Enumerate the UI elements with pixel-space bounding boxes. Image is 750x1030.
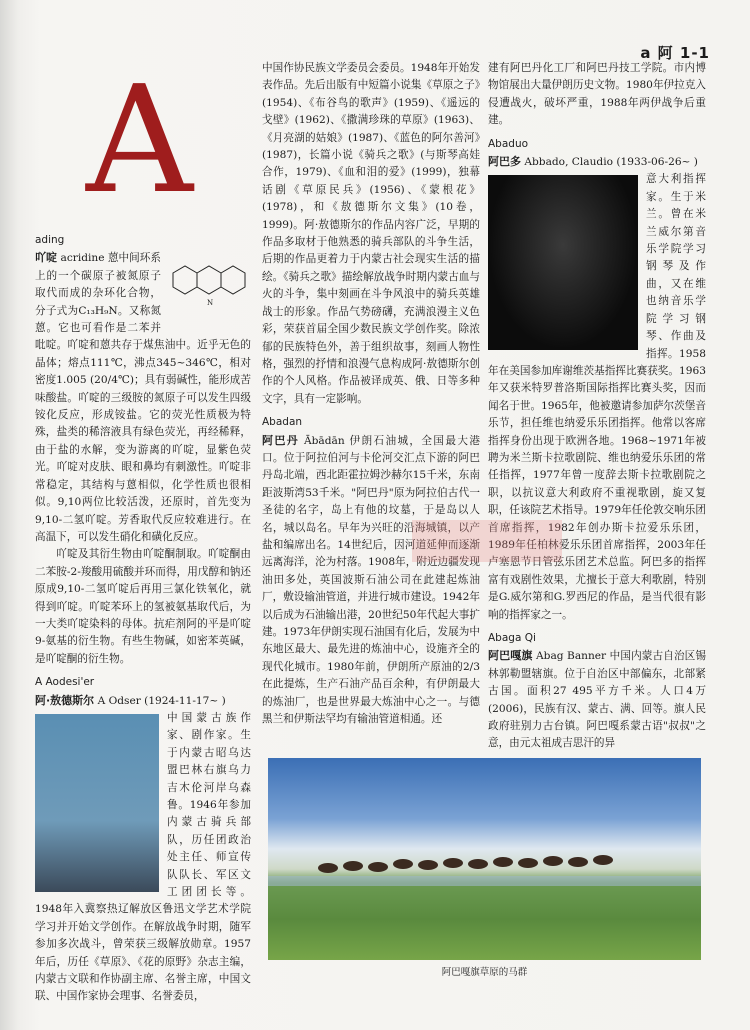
entry-latin: Abag Banner	[536, 650, 607, 663]
entry-pinyin: Abaga Qi	[488, 632, 536, 644]
entry-pinyin: Abadan	[262, 416, 303, 429]
entry-body: 蒽中间环系上的一个碳原子被氮原子取代而成的杂环化合物，分子式为C₁₃H₉N。又称氮蒽。它也可看作是二苯并吡啶。吖啶和蒽共存于煤焦油中。近乎无色的晶体；熔点111℃，沸点345~346℃，相对密度1.005 (20/4℃)；具有弱碱性，能形成苦味酸盐。吖啶的三级胺的氮原子可以发生四级铵化反应，形成铵盐。它的荧光性质极为特殊，盐类的稀溶液具有绿色荧光，再经稀释，由于盐的水解，变为游离的吖啶，显紫色荧光。吖啶对皮肤、眼和鼻均有刺激性。吖啶非常稳定，其结构与蒽相似，化学性质也很相似。9,10两位比较活泼，还原时，首先变为9,10-二氢吖啶。芳香取代反应较难进行。在高温下，可以发生硝化和磺化反应。	[35, 252, 251, 543]
entry-pinyin: A Aodesi'er	[35, 676, 95, 689]
entry-body: 意大利指挥家。生于米兰。曾在米兰威尔第音乐学院学习钢琴及作曲，又在维也纳音乐学院学习钢琴、作曲及指挥。1958年在美国参加库谢维茨基指挥比赛获奖。1963年又获米特罗普洛斯国际指挥比赛头奖，因而闻名于世。1965年，他被邀请参加萨尔茨堡音乐节，担任维也纳爱乐乐团指挥。他常以客席指挥身份出现于欧洲各地。1968~1971年被聘为米兰斯卡拉歌剧院、维也纳爱乐乐团的常任指挥，1977年曾一度辞去斯卡拉歌剧院之职，以抗议意大利政府不重视歌剧，旋又复职，任该院艺术指导。1979年任伦敦交响乐团首席指挥，1982年创办斯卡拉爱乐乐团，1989年任柏林爱乐乐团首席指挥，2003年任卢塞恩节日管弦乐团艺术总监。阿巴多的指挥富有戏剧性效果，尤擅长于意大利歌剧，特别是G.威尔第和G.罗西尼的作品，是当代很有影响的指挥家之一。	[488, 173, 706, 621]
entry-term: 阿·敖德斯尔	[35, 693, 95, 707]
entry-term: 阿巴嘎旗	[488, 649, 533, 663]
entry-term: 吖啶	[35, 251, 58, 265]
acridine-structure-icon	[167, 251, 251, 313]
entry-body: 中国蒙古族作家、剧作家。生于内蒙古昭乌达盟巴林右旗乌力吉木伦河岸乌森鲁。1946年参加内蒙古骑兵部队，历任团政治处主任、师宣传队队长、军区文工团团长等。1948年入冀察热辽解放区鲁迅文学艺术学院学习并开始文学创作。在解放战争时期，随军参加多次战斗，曾荣获三级解放勋章。1957年后，历任《草原》、《花的原野》杂志主编，内蒙古文联和作协副主席、名誉主席，中国文联、中国作家协会理事、名誉委员，	[35, 711, 251, 1003]
author-portrait-photo	[35, 714, 159, 892]
entry-pinyin: Abaduo	[488, 137, 529, 150]
entry-latin: Abbado, Claudio (1933-06-26~ )	[524, 156, 698, 169]
running-header: a 阿 1-1	[640, 44, 710, 62]
horses-herd-icon	[268, 758, 701, 960]
conductor-photo	[488, 175, 638, 350]
entry-term: 阿巴丹	[262, 433, 300, 447]
entry-body-continued: 建有阿巴丹化工厂和阿巴丹技工学院。市内博物馆展出大量伊朗历史文物。1980年伊拉克入侵遭战火，破坏严重，1988年两伊战争后重建。	[488, 62, 706, 127]
entry-pinyin: ading	[35, 234, 65, 246]
column-2	[262, 60, 480, 728]
column-1	[35, 226, 251, 1006]
entry-body-2: 吖啶及其衍生物由吖啶酮制取。吖啶酮由二苯胺-2-羧酸用硫酸并环而得，用戊醇和钠还原成9,10-二氢吖啶后再用三氯化铁氧化，就得到吖啶。吖啶苯环上的氢被氨基取代后，为一大类吖啶染料的母体。抗疟剂阿的平是吖啶9-氨基的衍生物。有些生物碱，如密苯英碱，是吖啶酮的衍生物。	[35, 548, 251, 665]
entry-latin: acridine	[60, 252, 105, 265]
entry-latin: A Odser (1924-11-17~ )	[97, 694, 226, 707]
grassland-horses-photo	[268, 758, 701, 960]
entry-term: 阿巴多	[488, 155, 521, 169]
chem-structure	[167, 251, 251, 319]
column-3	[488, 60, 706, 753]
watermark	[412, 520, 562, 562]
entry-latin: Ābādān	[304, 434, 345, 447]
photo-caption: 阿巴嘎旗草原的马群	[441, 967, 528, 978]
svg-text:N: N	[207, 299, 214, 308]
section-letter: A	[86, 54, 193, 226]
entry-body: 伊朗石油城，全国最大港口。位于阿拉伯河与卡伦河交汇点下游的阿巴丹岛北端，西北距霍拉姆沙赫尔15千米，东南距波斯湾53千米。"阿巴丹"原为阿拉伯古代一圣徒的名字，岛上有他的坟墓，于是岛以人名，城以岛名。早年为兴旺的沿海城镇，以产盐和编席出名。14世纪后，因河道延伸而逐渐远离海洋，沦为村落。1908年，附近边疆发现油田多处，英国波斯石油公司在此建起炼油厂，敷设输油管道，并进行城市建设。1942年以后成为石油输出港，20世纪50年代起大事扩建。1973年伊朗实现石油国有化后，发展为中东地区最大、最先进的炼油中心，设施齐全的现代化城市。1980年前，伊朗所产原油的2/3在此提炼，生产石油产品百余种，有伊朗最大的炼油厂，也是世界最大炼油中心之一。与德黑兰和伊斯法罕均有输油管道相通。还	[262, 434, 481, 726]
entry-body-continued: 中国作协民族文学委员会委员。1948年开始发表作品。先后出版有中短篇小说集《草原之子》(1954)、《布谷鸟的歌声》(1959)、《遥远的戈壁》(1962)、《撒满珍珠的草原》(1963)、《月亮湖的姑娘》(1987)、《蓝色的阿尔善河》(1987)，长篇小说《骑兵之歌》(与斯琴高娃合作，1979)、《血和泪的爱》(1999)，独幕话剧《草原民兵》(1956)、《蒙根花》(1978)，和《敖德斯尔文集》(10卷，1999)。阿·敖德斯尔的作品内容广泛，早期的作品多取材于他熟悉的骑兵部队的斗争生活，后期的作品更着力于内蒙古社会现实生活的描绘。《骑兵之歌》描绘解放战争时期内蒙古血与火的斗争，集中刻画在斗争风浪中的骑兵英雄战士的形象。作品气势磅礴，充满浪漫主义色彩，荣获首届全国少数民族文学创作奖。除浓郁的民族特色外，善于组织故事，刻画人物性格，强烈的抒情和浪漫气息构成阿·敖德斯尔创作的个人风格。作品被译成英、俄、日等多种文字，具有一定影响。	[262, 62, 480, 405]
entry-body: 中国内蒙古自治区锡林郭勒盟辖旗。位于自治区中部偏东，北部紧古国。面积27 495平方千米。人口4万(2006)，民族有汉、蒙古、满、回等。旗人民政府驻别力古台镇。阿巴嘎系蒙古语"叔叔"之意，由元太祖成吉思汗的异	[488, 650, 706, 750]
